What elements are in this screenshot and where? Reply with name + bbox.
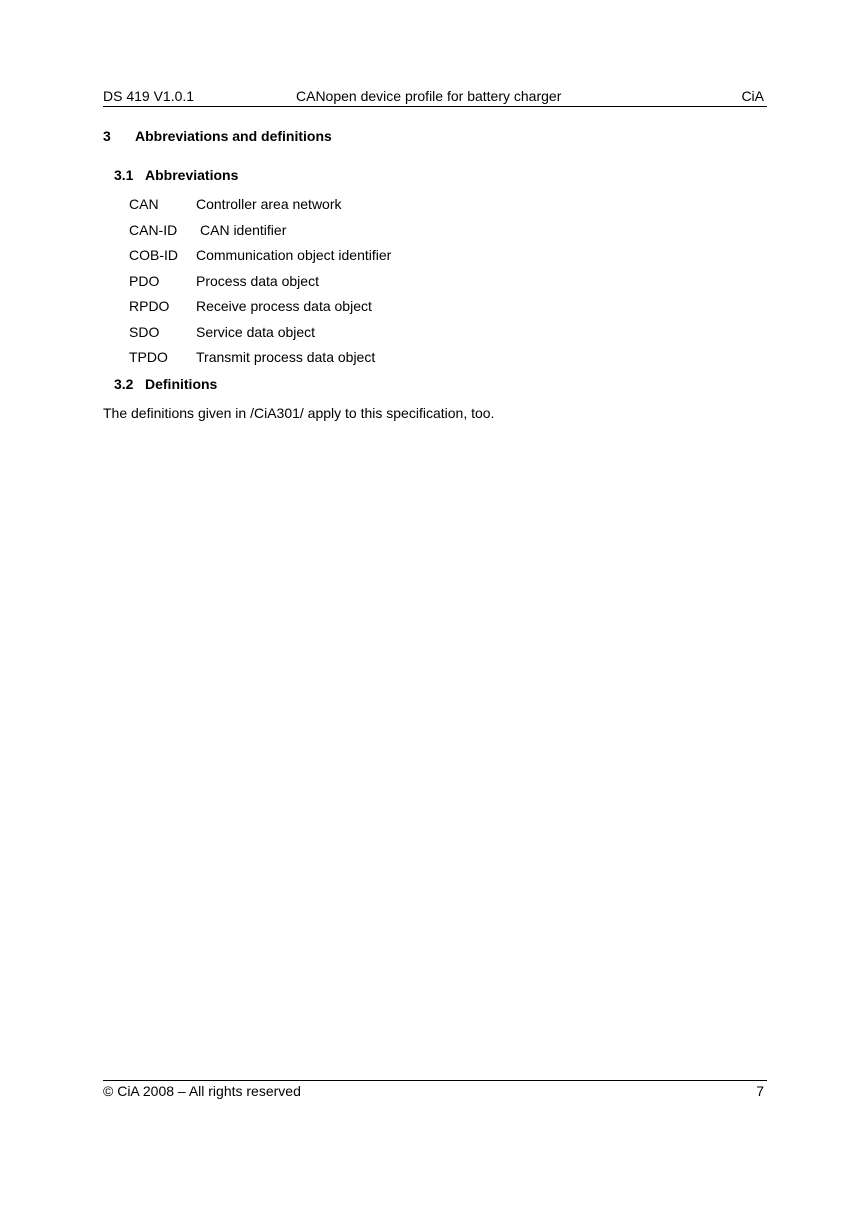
abbreviation-term: COB-ID — [129, 247, 178, 263]
list-item — [129, 349, 529, 375]
abbreviation-term: TPDO — [129, 349, 168, 365]
header-doc-title: CANopen device profile for battery charger — [296, 88, 562, 104]
subsection-title: Definitions — [145, 376, 218, 392]
subsection-title: Abbreviations — [145, 167, 239, 183]
footer-copyright: © CiA 2008 – All rights reserved — [103, 1083, 301, 1099]
list-item — [129, 273, 529, 299]
list-item — [129, 222, 529, 248]
subsection-heading-definitions — [114, 376, 217, 392]
header-org: CiA — [741, 88, 764, 104]
list-item — [129, 196, 529, 222]
list-item — [129, 298, 529, 324]
abbreviation-term: CAN-ID — [129, 221, 178, 238]
abbreviation-definition: Communication object identifier — [196, 247, 392, 263]
subsection-number: 3.2 — [114, 376, 134, 392]
list-item — [129, 247, 529, 273]
abbreviation-term: RPDO — [129, 298, 170, 314]
page-number: 7 — [756, 1083, 764, 1099]
page-header — [103, 86, 767, 107]
header-doc-id: DS 419 V1.0.1 — [103, 88, 195, 104]
section-title: Abbreviations and definitions — [135, 128, 332, 144]
abbreviation-definition: Controller area network — [196, 196, 342, 212]
abbreviation-definition: Service data object — [196, 323, 316, 340]
abbreviations-list — [129, 196, 529, 375]
subsection-number: 3.1 — [114, 167, 134, 183]
abbreviation-term: SDO — [129, 323, 160, 340]
page-footer — [103, 1080, 767, 1103]
abbreviation-definition: CAN identifier — [200, 221, 287, 238]
abbreviation-definition: Process data object — [196, 272, 319, 289]
abbreviation-definition: Transmit process data object — [196, 349, 376, 365]
abbreviation-definition: Receive process data object — [196, 298, 372, 314]
definitions-paragraph: The definitions given in /CiA301/ apply to this specification, too. — [103, 405, 495, 421]
abbreviation-term: PDO — [129, 272, 160, 289]
abbreviation-term: CAN — [129, 196, 159, 212]
subsection-heading-abbreviations — [114, 167, 238, 183]
section-number: 3 — [103, 128, 111, 144]
list-item — [129, 324, 529, 350]
